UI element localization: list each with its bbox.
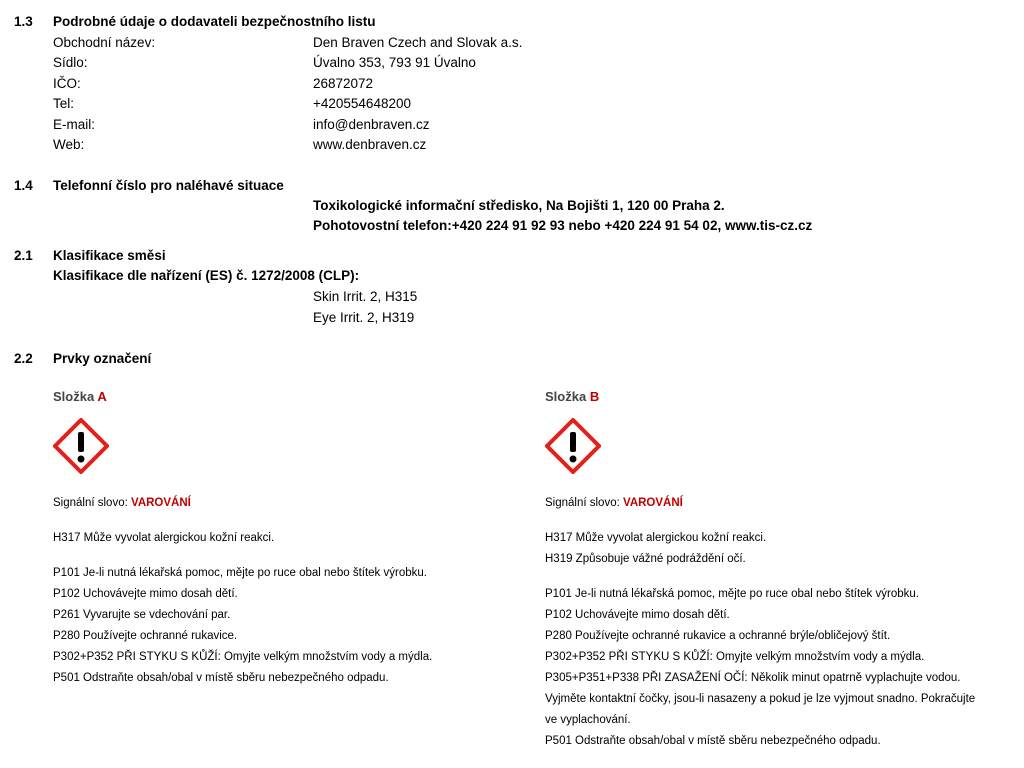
classification-subtitle: Klasifikace dle nařízení (ES) č. 1272/2008 (CLP): <box>53 268 360 283</box>
supplier-value-tel: +420554648200 <box>313 96 411 111</box>
component-b-heading <box>545 389 599 404</box>
signal-word: VAROVÁNÍ <box>131 497 191 509</box>
p-statement: P101 Je-li nutná lékařská pomoc, mějte po ruce obal nebo štítek výrobku. <box>53 567 427 579</box>
p-statement: P305+P351+P338 PŘI ZASAŽENÍ OČÍ: Několik minut opatrně vyplachujte vodou. <box>545 672 961 684</box>
component-a-label: Složka <box>53 389 95 404</box>
section-number-2-1: 2.1 <box>14 248 33 263</box>
supplier-value-trade-name: Den Braven Czech and Slovak a.s. <box>313 35 523 50</box>
exclamation-mark-ghs07-icon <box>545 418 601 474</box>
p-statement: P280 Používejte ochranné rukavice. <box>53 630 238 642</box>
supplier-label-email: E-mail: <box>53 117 96 132</box>
supplier-label-ico: IČO: <box>53 76 81 91</box>
p-statement: P302+P352 PŘI STYKU S KŮŽÍ: Omyjte velkým množstvím vody a mýdla. <box>545 651 925 663</box>
supplier-value-web[interactable]: www.denbraven.cz <box>313 137 427 152</box>
h-statement: H317 Může vyvolat alergickou kožní reakci. <box>545 532 767 544</box>
component-a-letter: A <box>97 389 107 404</box>
component-b-signal <box>545 497 683 509</box>
p-statement: ve vyplachování. <box>545 714 631 726</box>
section-number-1-4: 1.4 <box>14 178 33 193</box>
supplier-label-trade-name: Obchodní název: <box>53 35 156 50</box>
p-statement: P102 Uchovávejte mimo dosah dětí. <box>545 609 730 621</box>
p-statement: P302+P352 PŘI STYKU S KŮŽÍ: Omyjte velkým množstvím vody a mýdla. <box>53 651 433 663</box>
section-title-1-4: Telefonní číslo pro naléhavé situace <box>53 178 284 193</box>
p-statement: P101 Je-li nutná lékařská pomoc, mějte po ruce obal nebo štítek výrobku. <box>545 588 919 600</box>
signal-word-label: Signální slovo: <box>53 497 128 509</box>
emergency-line-2: Pohotovostní telefon:+420 224 91 92 93 nebo +420 224 91 54 02, www.tis-cz.cz <box>313 218 813 233</box>
section-number-2-2: 2.2 <box>14 351 33 366</box>
exclamation-mark-ghs07-icon <box>53 418 109 474</box>
section-number-1-3: 1.3 <box>14 14 33 29</box>
supplier-value-ico: 26872072 <box>313 76 374 91</box>
supplier-label-tel: Tel: <box>53 96 75 111</box>
p-statement: P102 Uchovávejte mimo dosah dětí. <box>53 588 238 600</box>
section-title-2-1: Klasifikace směsi <box>53 248 166 263</box>
signal-word-label: Signální slovo: <box>545 497 620 509</box>
classification-item-skin: Skin Irrit. 2, H315 <box>313 289 418 304</box>
section-title-2-2: Prvky označení <box>53 351 152 366</box>
supplier-label-web: Web: <box>53 137 85 152</box>
section-title-1-3: Podrobné údaje o dodavateli bezpečnostního listu <box>53 14 376 29</box>
h-statement: H319 Způsobuje vážné podráždění očí. <box>545 553 746 565</box>
classification-item-eye: Eye Irrit. 2, H319 <box>313 310 415 325</box>
p-statement: Vyjměte kontaktní čočky, jsou-li nasazeny a pokud je lze vyjmout snadno. Pokračujte <box>545 693 976 705</box>
p-statement: P501 Odstraňte obsah/obal v místě sběru nebezpečného odpadu. <box>545 735 881 747</box>
supplier-value-email[interactable]: info@denbraven.cz <box>313 117 430 132</box>
component-a-heading <box>53 389 107 404</box>
component-b-letter: B <box>589 389 600 404</box>
h-statement: H317 Může vyvolat alergickou kožní reakci. <box>53 532 275 544</box>
p-statement: P501 Odstraňte obsah/obal v místě sběru nebezpečného odpadu. <box>53 672 389 684</box>
supplier-label-seat: Sídlo: <box>53 55 88 70</box>
p-statement: P280 Používejte ochranné rukavice a ochranné brýle/obličejový štít. <box>545 630 891 642</box>
emergency-line-1: Toxikologické informační středisko, Na Bojišti 1, 120 00 Praha 2. <box>313 198 725 213</box>
component-b-label: Složka <box>545 389 587 404</box>
p-statement: P261 Vyvarujte se vdechování par. <box>53 609 231 621</box>
supplier-value-seat: Úvalno 353, 793 91 Úvalno <box>313 55 476 70</box>
component-a-signal <box>53 497 191 509</box>
signal-word: VAROVÁNÍ <box>623 497 683 509</box>
